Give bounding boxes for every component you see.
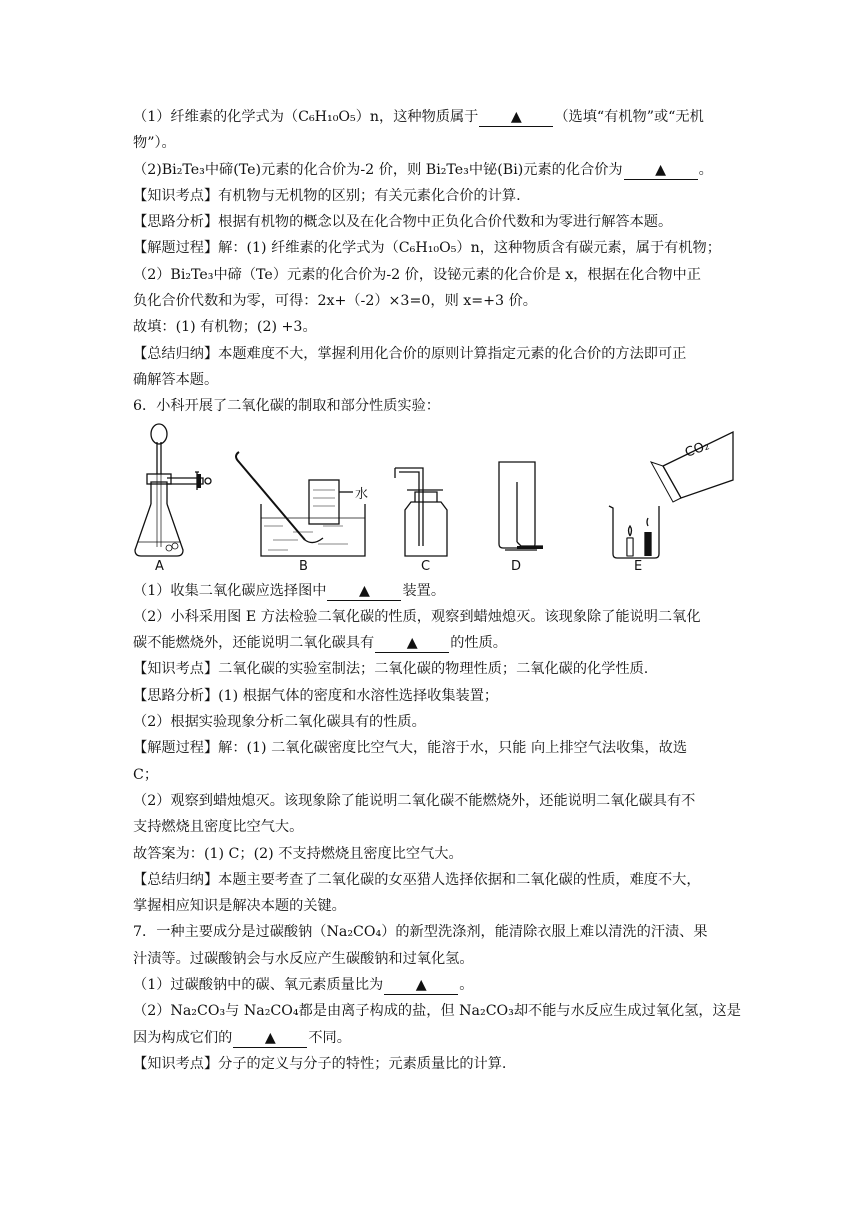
answer-blank: ▲ xyxy=(233,1030,307,1048)
co2-label: CO₂ xyxy=(683,437,712,461)
analysis-line: （2）根据实验现象分析二氧化碳具有的性质。 xyxy=(133,714,426,731)
label-b: B xyxy=(299,558,308,574)
q7-part2-line-b: 因为构成它们的 ▲ 不同。 xyxy=(133,1029,351,1046)
answer-blank: ▲ xyxy=(624,162,698,180)
q6-part2-line-b: 碳不能燃烧外，还能说明二氧化碳具有 ▲ 的性质。 xyxy=(133,635,507,652)
label-d: D xyxy=(511,558,522,574)
solution-line: 负化合价代数和为零，可得：2x+（-2）×3=0，则 x=+3 价。 xyxy=(133,293,537,310)
q6-part1-line: （1）收集二氧化碳应选择图中 ▲ 装置。 xyxy=(133,582,446,599)
solution: 【解题过程】解：(1) 二氧化碳密度比空气大，能溶于水，只能 向上排空气法收集，故选 xyxy=(133,740,688,757)
apparatus-d-bottle xyxy=(499,462,543,550)
knowledge-point: 【知识考点】二氧化碳的实验室制法；二氧化碳的物理性质；二氧化碳的化学性质. xyxy=(133,661,649,678)
question-7-title: 7．一种主要成分是过碳酸钠（Na₂CO₄）的新型洗涤剂，能清除衣服上难以清洗的汗渍、果 xyxy=(133,924,708,941)
apparatus-c-bottle xyxy=(395,468,447,556)
solution-line: （2）Bi₂Te₃中碲（Te）元素的化合价为-2 价，设铋元素的化合价是 x，根据在化合物中正 xyxy=(133,266,701,283)
candle-icon xyxy=(645,532,651,556)
solution-line: C； xyxy=(133,766,159,783)
apparatus-b-trough xyxy=(236,452,365,556)
label-a: A xyxy=(155,558,164,574)
answer-line: 故答案为：(1) C；(2) 不支持燃烧且密度比空气大。 xyxy=(133,845,463,862)
solution: 【解题过程】解：(1) 纤维素的化学式为（C₆H₁₀O₅）n，这种物质含有碳元素，属于有机物； xyxy=(133,240,721,257)
label-c: C xyxy=(421,558,431,574)
q5-part2-line: （2)Bi₂Te₃中碲(Te)元素的化合价为-2 价，则 Bi₂Te₃中铋(Bi)元素的化合价为 ▲ 。 xyxy=(133,161,713,178)
answer-blank: ▲ xyxy=(375,635,449,653)
question-7-line: 汁渍等。过碳酸钠会与水反应产生碳酸钠和过氧化氢。 xyxy=(133,950,474,967)
apparatus-a-flask xyxy=(135,424,211,556)
text-line: 物”）。 xyxy=(133,135,176,152)
solution-line: 支持燃烧且密度比空气大。 xyxy=(133,819,304,836)
summary-line: 掌握相应知识是解决本题的关键。 xyxy=(133,898,346,915)
answer-blank: ▲ xyxy=(327,583,401,601)
knowledge-point: 【知识考点】分子的定义与分子的特性；元素质量比的计算. xyxy=(133,1055,507,1072)
question-6-title: 6．小科开展了二氧化碳的制取和部分性质实验： xyxy=(133,398,440,415)
summary: 【总结归纳】本题难度不大，掌握利用化合价的原则计算指定元素的化合价的方法即可正 xyxy=(133,345,687,362)
answer-blank: ▲ xyxy=(479,109,553,127)
knowledge-point: 【知识考点】有机物与无机物的区别；有关元素化合价的计算. xyxy=(133,187,521,204)
apparatus-figure xyxy=(133,422,735,578)
summary: 【总结归纳】本题主要考查了二氧化碳的女巫猎人选择依据和二氧化碳的性质，难度不大， xyxy=(133,871,701,888)
q7-part2-line: （2）Na₂CO₃与 Na₂CO₄都是由离子构成的盐，但 Na₂CO₃却不能与水反应生成过氧化氢，这是 xyxy=(133,1003,741,1020)
apparatus-diagram xyxy=(133,422,735,578)
answer-blank: ▲ xyxy=(384,977,458,995)
q5-part1-line: （1）纤维素的化学式为（C₆H₁₀O₅）n，这种物质属于 ▲ （选填“有机物”或“无机 xyxy=(133,109,704,125)
water-label: 水 xyxy=(355,486,369,502)
analysis: 【思路分析】根据有机物的概念以及在化合物中正负化合价代数和为零进行解答本题。 xyxy=(133,214,673,231)
q6-part2-line: （2）小科采用图 E 方法检验二氧化碳的性质，观察到蜡烛熄灭。该现象除了能说明二氧化 xyxy=(133,608,701,625)
solution-line: （2）观察到蜡烛熄灭。该现象除了能说明二氧化碳不能燃烧外，还能说明二氧化碳具有不 xyxy=(133,792,696,809)
q7-part1-line: （1）过碳酸钠中的碳、氧元素质量比为 ▲ 。 xyxy=(133,977,474,994)
label-e: E xyxy=(634,558,643,574)
summary-line: 确解答本题。 xyxy=(133,371,219,388)
analysis: 【思路分析】(1) 根据气体的密度和水溶性选择收集装置； xyxy=(133,687,499,704)
document-content xyxy=(133,104,741,1077)
answer-line: 故填：(1) 有机物；(2) +3。 xyxy=(133,319,317,336)
